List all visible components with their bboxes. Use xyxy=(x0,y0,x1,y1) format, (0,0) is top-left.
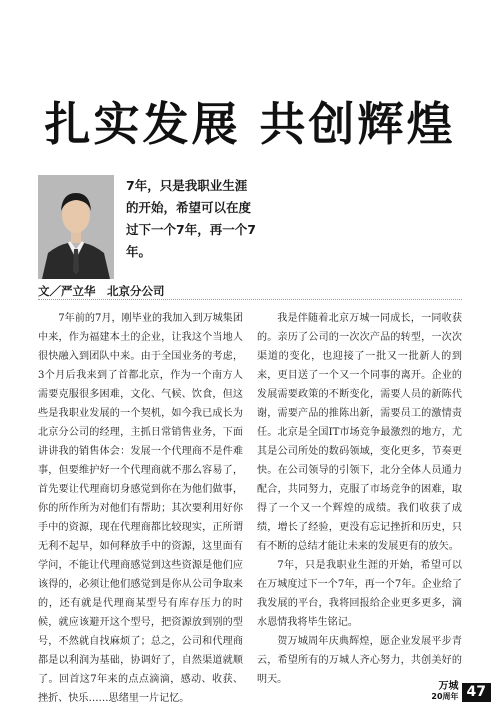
author-photo xyxy=(38,175,114,279)
page-number: 47 xyxy=(462,683,491,702)
divider xyxy=(38,299,462,300)
paragraph: 7年，只是我职业生涯的开始，希望可以在万城度过下一个7年，再一个7年。企业给了我发展的平台，我将回报给企业更多更多，滴水恩情我将毕生铭记。 xyxy=(257,560,462,628)
brand-anniversary: 20周年 xyxy=(431,692,459,701)
brand-name: 万城 xyxy=(438,681,459,692)
page-footer xyxy=(431,682,491,702)
paragraph: 我是伴随着北京万城一同成长，一同收获的。亲历了公司的一次次产品的转型，一次次渠道的变化，也迎接了一批又一批新人的到来，更目送了一个又一个同事的离开。企业的发展需要政策的不断变化，需要人员的新陈代谢，需要产品的推陈出新，需要员工的激情责任。北京是全国IT市场竞争最激烈的地方，尤其是公司所处的数码领域，变化更多，节奏更快。在公司领导的引领下，北分全体人员通力配合，共同努力，克服了市场竞争的困难，取得了一个又一个辉煌的成绩。我们收获了成绩，增长了经验，更没有忘记挫折和历史，只有不断的总结才能让未来的发展更有的放矢。 xyxy=(257,313,462,552)
pull-quote: 7年，只是我职业生涯的开始，希望可以在度过下一个7年，再一个7年。 xyxy=(126,178,256,259)
byline: 文／严立华 北京分公司 xyxy=(38,284,165,298)
paragraph: 贺万城周年庆典辉煌，愿企业发展平步青云，希望所有的万城人齐心努力，共创美好的明天。 xyxy=(257,636,462,685)
paragraph: 7年前的7月，刚毕业的我加入到万城集团中来，作为福建本土的企业，让我这个当地人很快融入到团队中来。由于全国业务的考虑，3个月后我来到了首都北京，作为一个南方人需要克服很多困难，文化、气候、饮食，但这些是我职业发展的一个契机，如今我已成长为北京分公司的经理，主抓日常销售业务，下面讲讲我的销售体会：发展一个代理商不是件难事，但要维护好一个代理商就不那么容易了，首先要让代理商切身感觉到你在为他们做事，你的所作所为对他们有帮助；其次要利用好你手中的资源，现在代理商都比较现实，正所谓无利不起早，如何释放手中的资源，这里面有学问，不能让代理商感觉到这些资源是他们应该得的，必须让他们感觉到是你从公司争取来的，还有就是代理商某型号有库存压力的时候，就应该避开这个型号，把资源放到别的型号，不然就自找麻烦了；总之，公司和代理商都是以利润为基础，协调好了，自然渠道就顺了。回首这7年来的点点滴滴，感动、收获、挫折、快乐……思绪里一片记忆。 xyxy=(38,313,243,704)
brand-mark xyxy=(431,682,458,702)
article-title: 扎实发展 共创辉煌 xyxy=(44,97,456,151)
body-column-left xyxy=(38,309,243,708)
body-column-right xyxy=(257,309,462,689)
